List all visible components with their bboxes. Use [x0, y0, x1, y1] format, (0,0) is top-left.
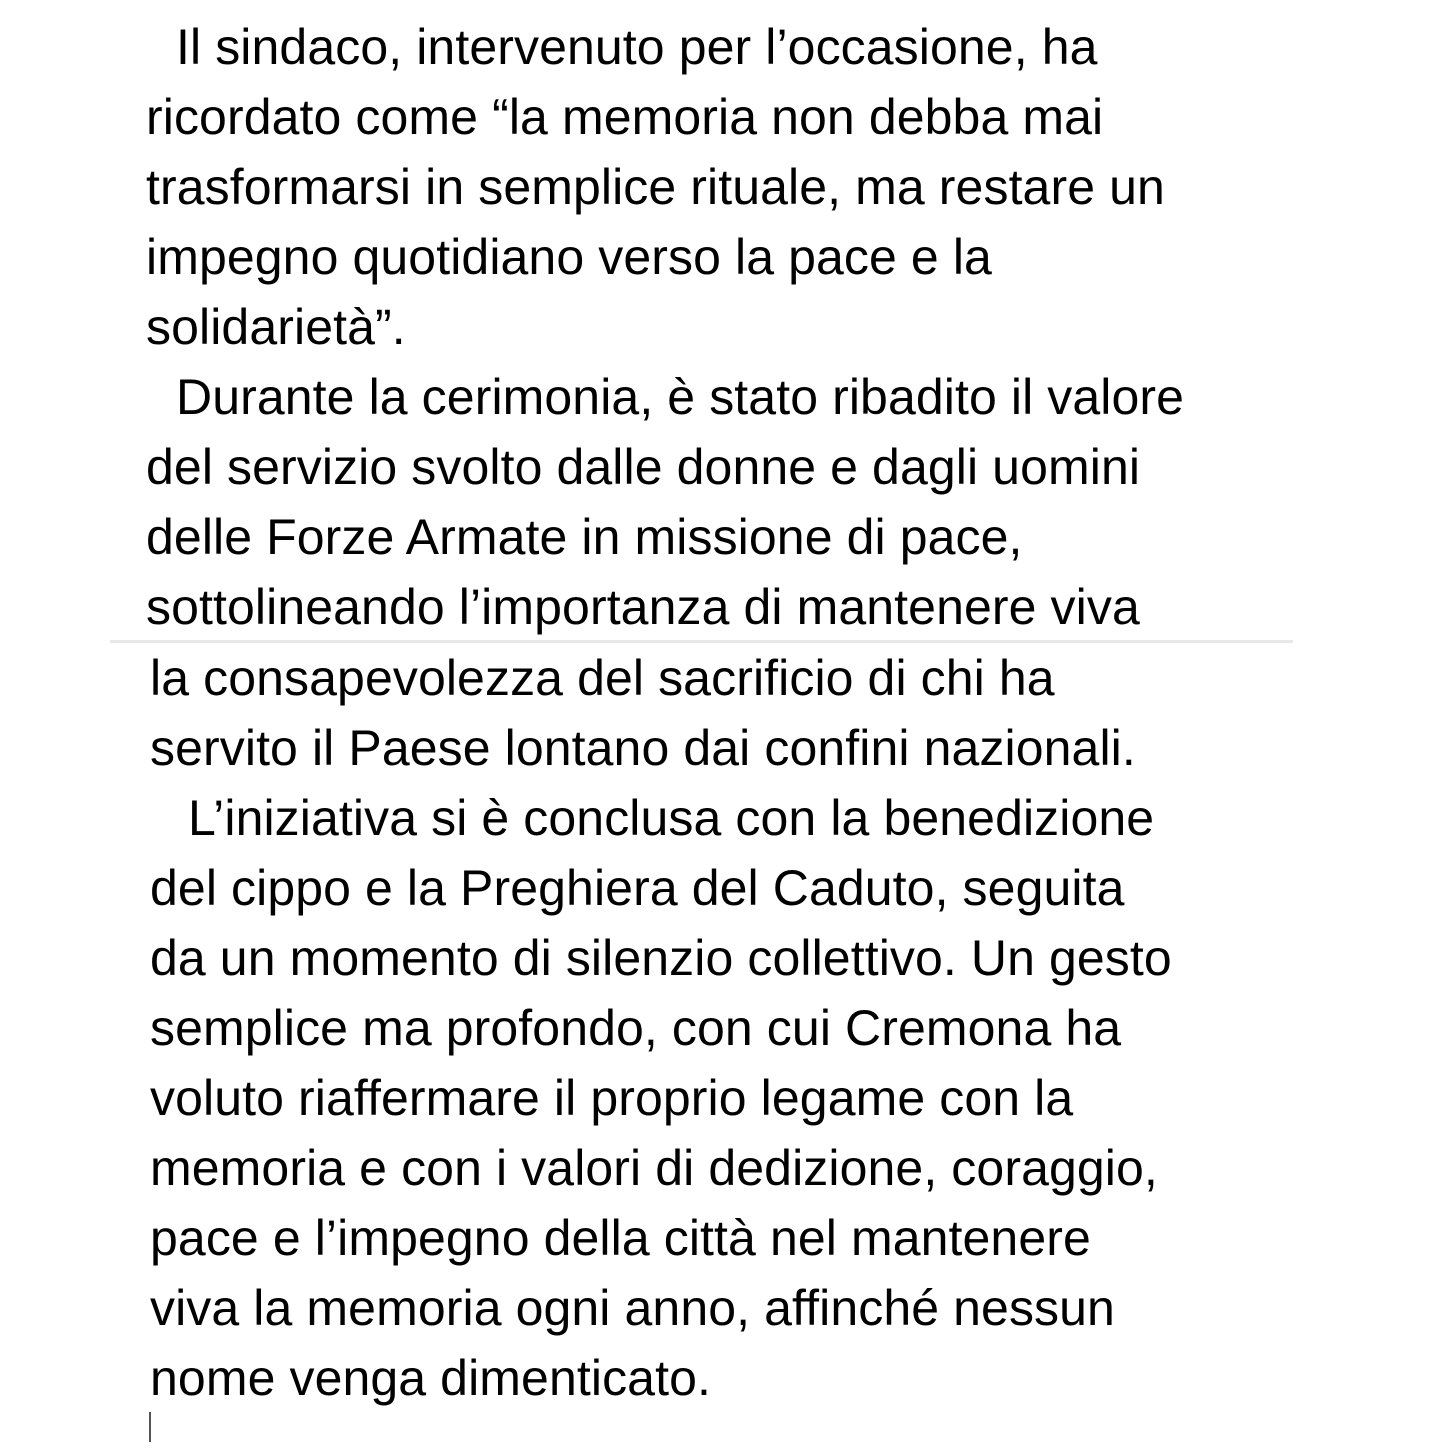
- paragraph-iniziativa-line-9: nome venga dimenticato.: [150, 1350, 711, 1406]
- paragraph-iniziativa-line-7: pace e l’impegno della città nel mantenere: [150, 1210, 1091, 1266]
- paragraph-sindaco-line-5: solidarietà”.: [146, 299, 406, 355]
- paragraph-iniziativa-line-1: L’iniziativa si è conclusa con la benedizione: [188, 790, 1155, 846]
- paragraph-iniziativa-line-6: memoria e con i valori di dedizione, coraggio,: [150, 1140, 1158, 1196]
- paragraph-sindaco-line-1: Il sindaco, intervenuto per l’occasione, ha: [176, 19, 1098, 75]
- paragraph-sindaco-line-4: impegno quotidiano verso la pace e la: [146, 229, 992, 285]
- paragraph-iniziativa-line-8: viva la memoria ogni anno, affinché nessun: [150, 1280, 1115, 1336]
- paragraph-iniziativa-line-5: voluto riaffermare il proprio legame con la: [150, 1070, 1074, 1126]
- paragraph-cerimonia-line-2: del servizio svolto dalle donne e dagli uomini: [146, 439, 1141, 495]
- paragraph-iniziativa-line-4: semplice ma profondo, con cui Cremona ha: [150, 1000, 1122, 1056]
- paragraph-cerimonia-line-4: sottolineando l’importanza di mantenere viva: [146, 579, 1140, 635]
- paragraph-iniziativa-line-3: da un momento di silenzio collettivo. Un gesto: [150, 930, 1172, 986]
- text-cursor[interactable]: [149, 1412, 151, 1442]
- paragraph-iniziativa-line-2: del cippo e la Preghiera del Caduto, seguita: [150, 860, 1125, 916]
- paragraph-cerimonia-line-3: delle Forze Armate in missione di pace,: [146, 509, 1023, 565]
- paragraph-cerimonia-line-5: la consapevolezza del sacrificio di chi ha: [150, 650, 1055, 706]
- paragraph-sindaco-line-2: ricordato come “la memoria non debba mai: [146, 89, 1104, 145]
- paragraph-sindaco-line-3: trasformarsi in semplice rituale, ma restare un: [146, 159, 1165, 215]
- paragraph-cerimonia-line-6: servito il Paese lontano dai confini nazionali.: [150, 720, 1136, 776]
- paragraph-cerimonia-line-1: Durante la cerimonia, è stato ribadito il valore: [176, 369, 1185, 425]
